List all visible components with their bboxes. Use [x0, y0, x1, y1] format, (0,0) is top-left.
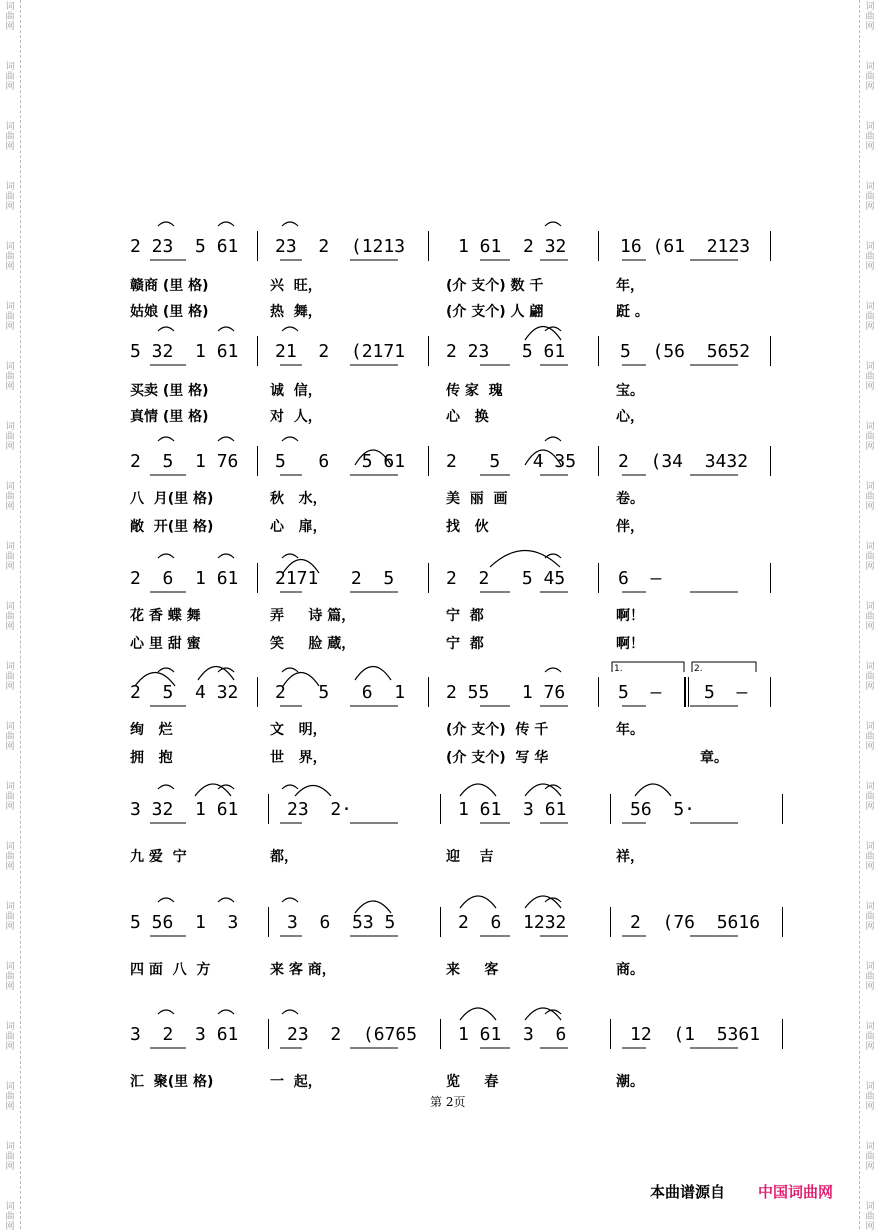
slur-arc — [355, 667, 391, 681]
site-name-link[interactable]: 中国词曲网 — [758, 1183, 834, 1201]
watermark-text: 词 曲 网 — [865, 62, 875, 92]
lyric-text: (介 支个) 数 千 — [446, 278, 544, 294]
slur-arc — [218, 437, 234, 441]
watermark-text: 词 曲 网 — [865, 1142, 875, 1172]
measure-notes: 2 5 1 76 — [130, 451, 239, 472]
slur-arc — [158, 222, 174, 226]
slur-arc — [195, 784, 231, 796]
slur-arc — [282, 898, 298, 902]
watermark-text: 词 曲 网 — [5, 422, 15, 452]
measure-notes: 2 23 5 61 — [446, 341, 566, 362]
watermark-text: 词 曲 网 — [5, 1202, 15, 1232]
lyric-text: 买卖 (里 格) — [130, 383, 209, 399]
watermark-text: 词 曲 网 — [865, 1022, 875, 1052]
lyric-text: 章。 — [700, 750, 728, 766]
slur-arc — [355, 450, 391, 465]
watermark-text: 词 曲 网 — [865, 1202, 875, 1232]
watermark-text: 词 曲 网 — [5, 242, 15, 272]
volta-number: 1. — [614, 664, 623, 674]
watermark-text: 词 曲 网 — [5, 542, 15, 572]
lyric-text: 赣商 (里 格) — [130, 278, 209, 294]
lyric-text: 啊！ — [616, 608, 644, 624]
slur-arc — [282, 437, 298, 441]
lyric-text: 八 月(里 格) — [130, 491, 214, 507]
measure-notes: 3 6 53 5 — [287, 912, 396, 933]
lyric-text: 一 起， — [270, 1074, 322, 1090]
watermark-text: 词 曲 网 — [5, 302, 15, 332]
watermark-text: 词 曲 网 — [865, 422, 875, 452]
measure-notes: 5 56 1 3 — [130, 912, 239, 933]
lyric-text: 绚 烂 — [130, 722, 173, 738]
repeat-barline — [688, 677, 689, 707]
slur-arc — [490, 551, 560, 568]
watermark-text: 词 曲 网 — [865, 902, 875, 932]
lyric-text: 真情 (里 格) — [130, 409, 209, 425]
watermark-text: 词 曲 网 — [865, 242, 875, 272]
lyric-text: 兴 旺， — [270, 278, 322, 294]
lyric-text: 年， — [616, 278, 644, 294]
measure-notes: 23 2· — [287, 799, 353, 820]
lyric-text: 来 客 — [446, 962, 499, 978]
lyric-text: 祥， — [616, 849, 644, 865]
measure-notes: 5 32 1 61 — [130, 341, 239, 362]
measure-notes: 21 2 (2171 — [275, 341, 406, 362]
watermark-text: 词 曲 网 — [5, 62, 15, 92]
lyric-text: 找 伙 — [446, 519, 489, 535]
watermark-text: 词 曲 网 — [5, 902, 15, 932]
lyric-text: 心 换 — [446, 409, 489, 425]
lyric-text: 跹 。 — [616, 304, 649, 320]
lyric-text: 九 爱 宁 — [130, 849, 187, 865]
watermark-text: 词 曲 网 — [5, 962, 15, 992]
slur-arc — [545, 437, 561, 441]
watermark-text: 词 曲 网 — [865, 362, 875, 392]
measure-notes: 5 – — [618, 682, 662, 703]
lyric-text: (介 支个) 写 华 — [446, 750, 549, 766]
slur-arc — [282, 1010, 298, 1014]
slur-arc — [460, 896, 496, 908]
slur-arc — [158, 785, 174, 789]
lyric-text: 心， — [616, 409, 644, 425]
watermark-text: 词 曲 网 — [5, 662, 15, 692]
lyric-text: (介 支个) 传 千 — [446, 722, 549, 738]
lyric-text: 对 人， — [270, 409, 322, 425]
measure-notes: 2 5 6 1 — [275, 682, 406, 703]
lyric-text: 姑娘 (里 格) — [130, 304, 209, 320]
lyric-text: 传 家 瑰 — [446, 383, 503, 399]
lyric-text: 拥 抱 — [130, 750, 173, 766]
lyric-text: 文 明， — [270, 722, 327, 738]
slur-arc — [218, 222, 234, 226]
measure-notes: 5 (56 5652 — [620, 341, 751, 362]
slur-arc — [158, 437, 174, 441]
measure-notes: 2 5 4 32 — [130, 682, 239, 703]
measure-notes: 1 61 3 6 — [458, 1024, 567, 1045]
page-number: 第 2页 — [430, 1095, 466, 1109]
lyric-text: 四 面 八 方 — [130, 962, 211, 978]
watermark-text: 词 曲 网 — [865, 2, 875, 32]
slur-arc — [460, 1008, 496, 1020]
watermark-text: 词 曲 网 — [865, 842, 875, 872]
watermark-text: 词 曲 网 — [5, 362, 15, 392]
measure-notes: 56 5· — [630, 799, 696, 820]
watermark-text: 词 曲 网 — [865, 542, 875, 572]
lyric-text: 都， — [270, 849, 298, 865]
slur-arc — [295, 786, 331, 797]
measure-notes: 2 55 1 76 — [446, 682, 566, 703]
lyric-text: 商。 — [616, 962, 644, 978]
lyric-text: 热 舞， — [270, 304, 322, 320]
lyric-text: 伴， — [616, 519, 644, 535]
lyric-text: 敞 开(里 格) — [130, 519, 214, 535]
watermark-text: 词 曲 网 — [5, 842, 15, 872]
slur-arc — [525, 450, 561, 465]
watermark-text: 词 曲 网 — [865, 302, 875, 332]
watermark-text: 词 曲 网 — [5, 602, 15, 632]
lyric-text: 览 春 — [446, 1074, 499, 1090]
slur-arc — [355, 901, 391, 913]
slur-arc — [460, 784, 496, 796]
slur-arc — [282, 554, 298, 558]
lyric-text: 美 丽 画 — [446, 491, 508, 507]
source-label: 本曲谱源自 — [650, 1183, 726, 1201]
slur-arc — [218, 898, 234, 902]
watermark-text: 词 曲 网 — [865, 602, 875, 632]
watermark-text: 词 曲 网 — [5, 1082, 15, 1112]
watermark-text: 词 曲 网 — [5, 122, 15, 152]
slur-arc — [218, 1010, 234, 1014]
measure-notes: 2 6 1232 — [458, 912, 567, 933]
slur-arc — [635, 784, 671, 796]
lyric-text: 年。 — [616, 722, 644, 738]
volta-bracket — [612, 662, 684, 672]
lyric-text: (介 支个) 人 翩 — [446, 304, 544, 320]
measure-notes: 2171 2 5 — [275, 568, 395, 589]
measure-notes: 3 2 3 61 — [130, 1024, 239, 1045]
lyric-text: 啊！ — [616, 636, 644, 652]
lyric-text: 汇 聚(里 格) — [130, 1074, 214, 1090]
watermark-text: 词 曲 网 — [5, 1022, 15, 1052]
slur-arc — [158, 327, 174, 331]
watermark-text: 词 曲 网 — [865, 182, 875, 212]
slur-arc — [135, 673, 175, 687]
slur-arc — [158, 898, 174, 902]
watermark-text: 词 曲 网 — [5, 1142, 15, 1172]
watermark-text: 词 曲 网 — [5, 722, 15, 752]
slur-arc — [158, 554, 174, 558]
slur-arc — [545, 222, 561, 226]
slur-arc — [545, 668, 561, 672]
measure-notes: 5 – — [704, 682, 748, 703]
lyric-text: 世 界， — [270, 750, 327, 766]
lyric-text: 潮。 — [616, 1074, 644, 1090]
watermark-text: 词 曲 网 — [5, 2, 15, 32]
watermark-text: 词 曲 网 — [865, 1082, 875, 1112]
watermark-text: 词 曲 网 — [865, 722, 875, 752]
measure-notes: 2 6 1 61 — [130, 568, 239, 589]
measure-notes: 1 61 3 61 — [458, 799, 567, 820]
watermark-text: 词 曲 网 — [865, 482, 875, 512]
slur-arc — [525, 327, 561, 341]
slur-arc — [282, 222, 298, 226]
watermark-text: 词 曲 网 — [865, 782, 875, 812]
watermark-text: 词 曲 网 — [865, 662, 875, 692]
slur-arc — [158, 668, 174, 672]
lyric-text: 宝。 — [616, 383, 644, 399]
lyric-text: 迎 吉 — [446, 849, 494, 865]
measure-notes: 5 6 5 61 — [275, 451, 406, 472]
lyric-text: 宁 都 — [446, 608, 484, 624]
lyric-text: 秋 水， — [270, 491, 327, 507]
repeat-barline — [684, 677, 686, 707]
watermark-text: 词 曲 网 — [5, 182, 15, 212]
lyric-text: 宁 都 — [446, 636, 484, 652]
slur-arc — [282, 785, 298, 789]
measure-notes: 16 (61 2123 — [620, 236, 751, 257]
measure-notes: 12 (1 5361 — [630, 1024, 761, 1045]
slur-arc — [218, 327, 234, 331]
measure-notes: 2 5 4 35 — [446, 451, 577, 472]
measure-notes: 6 – — [618, 568, 662, 589]
lyric-text: 笑 脸 蔵， — [270, 636, 356, 652]
watermark-text: 词 曲 网 — [5, 782, 15, 812]
lyric-text: 诚 信， — [270, 383, 322, 399]
volta-number: 2. — [694, 664, 703, 674]
watermark-text: 词 曲 网 — [865, 962, 875, 992]
slur-arc — [218, 554, 234, 558]
lyric-text: 来 客 商， — [270, 962, 336, 978]
watermark-text: 词 曲 网 — [5, 482, 15, 512]
slur-arc — [158, 1010, 174, 1014]
measure-notes: 1 61 2 32 — [458, 236, 567, 257]
measure-notes: 2 23 5 61 — [130, 236, 239, 257]
watermark-text: 词 曲 网 — [865, 122, 875, 152]
measure-notes: 23 2 (6765 — [287, 1024, 418, 1045]
measure-notes: 23 2 (1213 — [275, 236, 406, 257]
measure-notes: 2 (76 5616 — [630, 912, 761, 933]
lyric-text: 心 里 甜 蜜 — [130, 636, 201, 652]
lyric-text: 花 香 蝶 舞 — [130, 608, 201, 624]
lyric-text: 卷。 — [616, 491, 644, 507]
lyric-text: 心 扉， — [270, 519, 327, 535]
slur-arc — [283, 673, 319, 687]
measure-notes: 2 (34 3432 — [618, 451, 749, 472]
measure-notes: 3 32 1 61 — [130, 799, 239, 820]
slur-arc — [282, 327, 298, 331]
measure-notes: 2 2 5 45 — [446, 568, 566, 589]
slur-arc — [283, 560, 319, 574]
lyric-text: 弄 诗 篇， — [270, 608, 356, 624]
slur-arc — [282, 668, 298, 672]
